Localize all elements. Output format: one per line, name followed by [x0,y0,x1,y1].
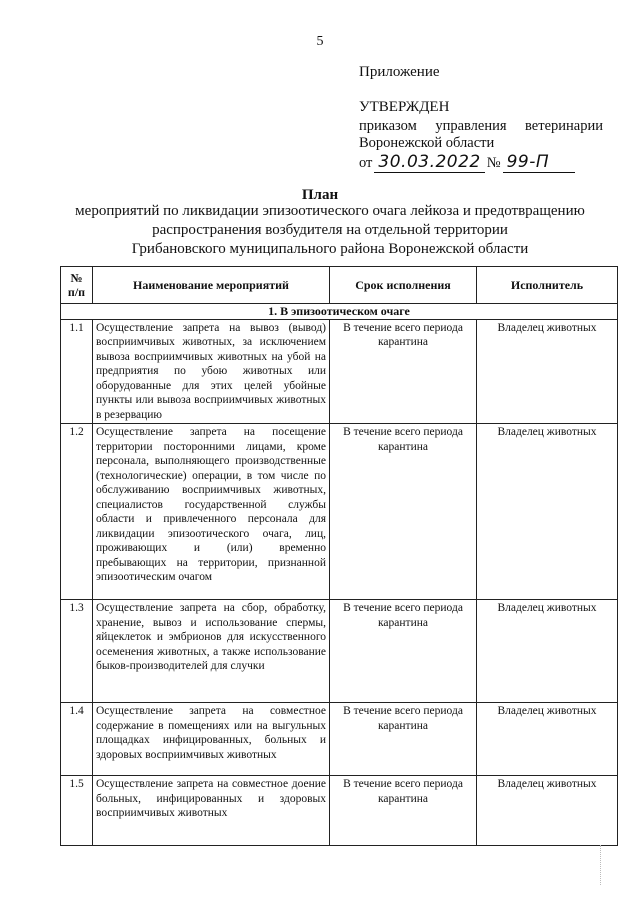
table-row [61,776,618,846]
order-block [359,118,603,152]
measures-table [60,266,618,846]
table-row [61,319,618,424]
row-executor: Владелец животных [477,319,618,424]
row-name: Осуществление запрета на совместное доение больных, инфицированных и здоровых восприимчивых животных [93,776,330,846]
handwritten-date: 30.03.2022 [374,152,484,173]
page-number: 5 [316,34,324,49]
approved-stamp: УТВЕРЖДЕН [359,99,450,115]
handwritten-number: 99-П [503,152,576,173]
section-row [61,304,618,320]
row-name: Осуществление запрета на вывоз (вывод) восприимчивых животных, за исключением вывоза восприимчивых животных на убой на предприятия по убою животных или оборудованные для этих целей убойные пункты или вывоза восприимчивых животных в резервацию [93,319,330,424]
order-word: приказом [359,118,417,134]
number-label: № [486,155,501,171]
row-term: В течение всего периода карантина [330,319,477,424]
table-row [61,703,618,776]
plan-subtitle [50,202,610,259]
order-line [359,118,603,135]
row-num: 1.3 [61,600,93,703]
header-num: № п/п [61,267,93,304]
row-term: В течение всего периода карантина [330,600,477,703]
table-row [61,424,618,600]
plan-subtitle-line-3: Грибановского муниципального района Воронежской области [131,241,529,257]
row-term: В течение всего периода карантина [330,776,477,846]
row-executor: Владелец животных [477,776,618,846]
plan-subtitle-line-2: распространения возбудителя на отдельной территории [152,222,508,238]
row-term: В течение всего периода карантина [330,703,477,776]
header-executor: Исполнитель [477,267,618,304]
section-title: 1. В эпизоотическом очаге [61,304,618,320]
row-executor: Владелец животных [477,600,618,703]
row-executor: Владелец животных [477,424,618,600]
row-executor: Владелец животных [477,703,618,776]
table-row [61,600,618,703]
row-name: Осуществление запрета на сбор, обработку, хранение, вывоз и использование спермы, яйцеклеток и эмбрионов для искусственного осеменения животных, а также использование быков-производителей для случки [93,600,330,703]
row-name: Осуществление запрета на посещение территории посторонними лицами, кроме персонала, выполняющего производственные (технологические) операции, в том числе по обслуживанию восприимчивых животных, специалистов государственной службы области и привлеченного персонала для ликвидации эпизоотического очага, лиц, проживающих и (или) временно пребывающих на территории, признанной эпизоотическим очагом [93,424,330,600]
scan-edge-mark [600,845,602,885]
row-num: 1.4 [61,703,93,776]
row-num: 1.2 [61,424,93,600]
row-term: В течение всего периода карантина [330,424,477,600]
row-num: 1.1 [61,319,93,424]
order-word-2: управления [435,118,507,134]
order-date-line [359,152,575,173]
header-name: Наименование мероприятий [93,267,330,304]
appendix-title: Приложение [359,64,440,80]
from-label: от [359,155,373,171]
row-num: 1.5 [61,776,93,846]
order-organization: Воронежской области [359,135,495,151]
plan-title: План [301,187,339,203]
table-header-row [61,267,618,304]
order-word-3: ветеринарии [525,118,603,134]
plan-subtitle-line-1: мероприятий по ликвидации эпизоотического очага лейкоза и предотвращению [75,203,585,219]
row-name: Осуществление запрета на совместное содержание в помещениях или на выгульных площадках инфицированных, больных и здоровых восприимчивых животных [93,703,330,776]
header-term: Срок исполнения [330,267,477,304]
